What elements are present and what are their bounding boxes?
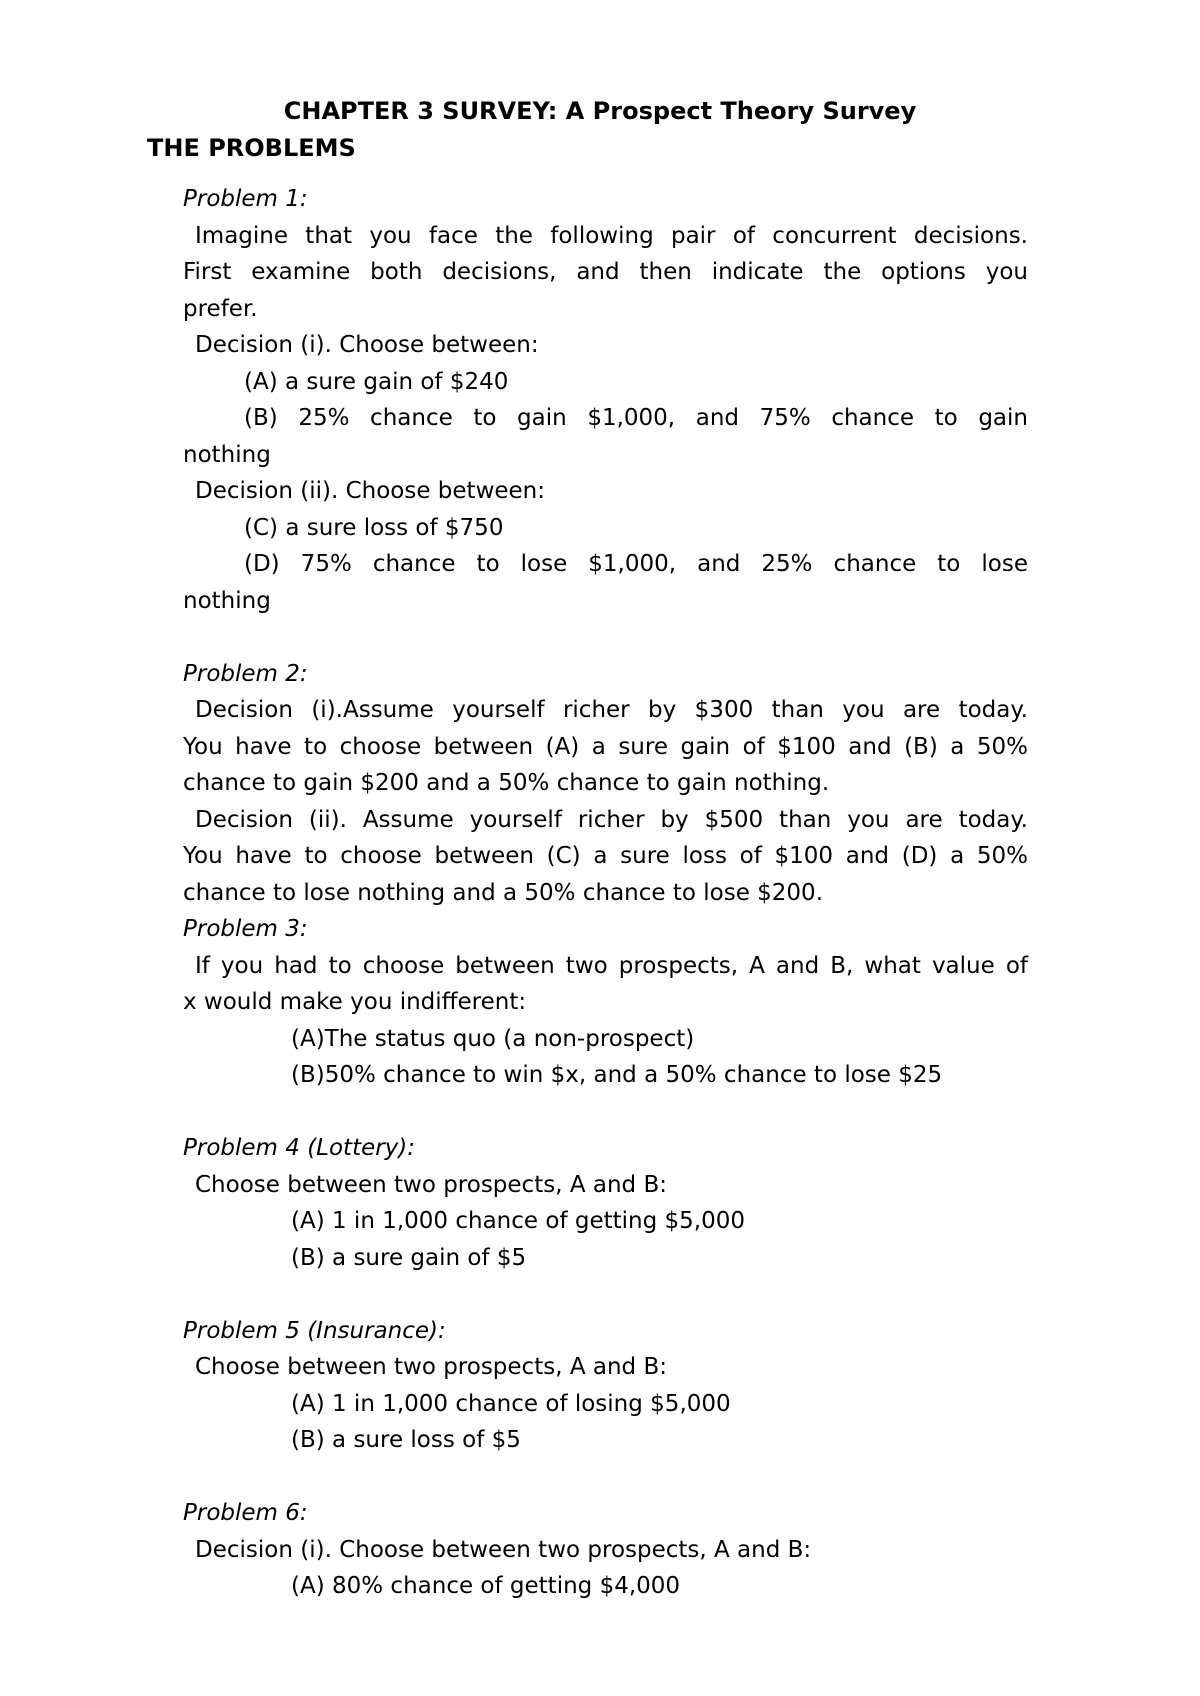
spacer xyxy=(183,1276,1028,1313)
problem-2-line: chance to gain $200 and a 50% chance to gain nothing. xyxy=(183,770,830,796)
problem-1-option-b-cont: nothing xyxy=(183,441,271,468)
problem-1-option-b: (B) 25% chance to gain $1,000, and 75% chance to gain xyxy=(244,405,1028,431)
problem-4-heading: Problem 4 (Lottery): xyxy=(183,1135,416,1161)
problem-3-line: x would make you indifferent: xyxy=(183,989,527,1015)
problem-3-line: If you had to choose between two prospects, A and B, what value of xyxy=(195,952,1028,979)
problem-2-line: You have to choose between (C) a sure loss of $100 and (D) a 50% xyxy=(183,843,1028,869)
problem-5-option-b: (B) a sure loss of $5 xyxy=(291,1427,521,1453)
problem-1-decision-ii: Decision (ii). Choose between: xyxy=(195,478,546,504)
problem-2-line: Decision (i).Assume yourself richer by $300 than you are today. xyxy=(195,697,1028,723)
problem-5-option-a: (A) 1 in 1,000 chance of losing $5,000 xyxy=(291,1390,731,1417)
problem-1-intro-line: Imagine that you face the following pair of concurrent decisions. xyxy=(195,222,1028,249)
problem-1-decision-i: Decision (i). Choose between: xyxy=(195,332,539,358)
problem-1-option-a: (A) a sure gain of $240 xyxy=(244,368,509,395)
problem-6-line: Decision (i). Choose between two prospects, A and B: xyxy=(195,1536,812,1563)
problem-5-line: Choose between two prospects, A and B: xyxy=(195,1354,667,1380)
problem-1-option-d-cont: nothing xyxy=(183,587,271,614)
spacer xyxy=(183,1094,1028,1131)
document-title: CHAPTER 3 SURVEY: A Prospect Theory Survey xyxy=(283,97,917,125)
problem-3-option-a: (A)The status quo (a non-prospect) xyxy=(291,1025,695,1052)
spacer xyxy=(183,1459,1028,1496)
problem-6-heading: Problem 6: xyxy=(183,1500,308,1526)
problem-3-heading: Problem 3: xyxy=(183,916,308,942)
problem-1-option-c: (C) a sure loss of $750 xyxy=(244,514,504,541)
problem-2-heading: Problem 2: xyxy=(183,660,308,687)
problem-1-heading: Problem 1: xyxy=(183,186,308,212)
problem-4-option-b: (B) a sure gain of $5 xyxy=(291,1244,527,1271)
problem-1-intro-line: prefer. xyxy=(183,295,258,322)
problem-6-option-a: (A) 80% chance of getting $4,000 xyxy=(291,1573,681,1599)
problem-2-line: Decision (ii). Assume yourself richer by $500 than you are today. xyxy=(195,806,1028,833)
problem-3-option-b: (B)50% chance to win $x, and a 50% chance to lose $25 xyxy=(291,1062,943,1088)
section-heading: THE PROBLEMS xyxy=(147,134,356,162)
problem-1-option-d: (D) 75% chance to lose $1,000, and 25% chance to lose xyxy=(244,551,1028,577)
problem-2-line: You have to choose between (A) a sure gain of $100 and (B) a 50% xyxy=(183,733,1028,760)
problem-1-intro-line: First examine both decisions, and then indicate the options you xyxy=(183,259,1028,285)
spacer xyxy=(183,619,1028,656)
problem-4-line: Choose between two prospects, A and B: xyxy=(195,1171,667,1198)
document-body xyxy=(183,181,1028,1605)
problem-2-line: chance to lose nothing and a 50% chance to lose $200. xyxy=(183,879,824,906)
problem-5-heading: Problem 5 (Insurance): xyxy=(183,1317,446,1344)
problem-4-option-a: (A) 1 in 1,000 chance of getting $5,000 xyxy=(291,1208,745,1234)
